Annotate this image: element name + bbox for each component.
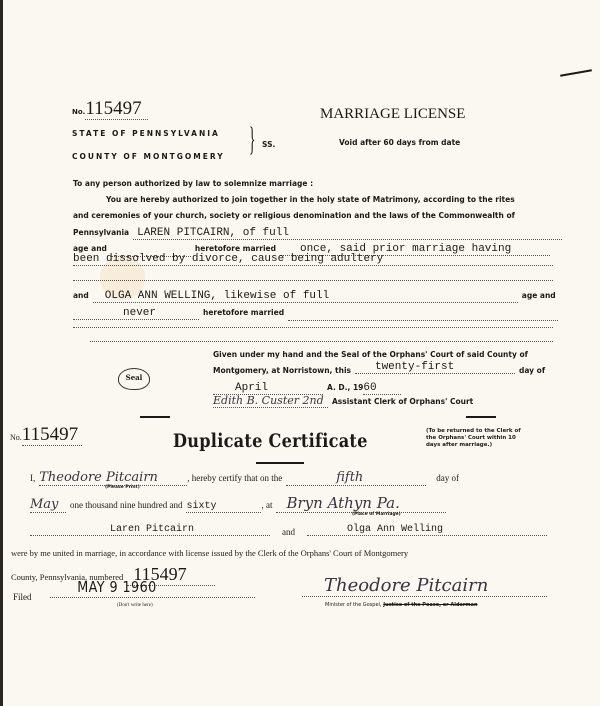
pen-mark bbox=[560, 69, 592, 77]
groom-divorce-entry: been dissolved by divorce, cause being adultery bbox=[73, 253, 553, 266]
license-month-entry: April bbox=[213, 382, 323, 395]
given-line2 bbox=[213, 360, 553, 378]
groom-entry: LAREN PITCAIRN, of full bbox=[133, 227, 562, 240]
ss-label: SS. bbox=[262, 140, 276, 149]
certificate-day-entry: fifth bbox=[286, 470, 426, 486]
groom-married-entry: once, said prior marriage having bbox=[280, 243, 550, 256]
title-underline bbox=[256, 462, 304, 464]
certificate-number: 115497 bbox=[22, 424, 82, 446]
ad-label: A. D., 19 bbox=[327, 383, 364, 392]
filed-field bbox=[50, 578, 255, 598]
given-prefix: Montgomery, at Norristown, this bbox=[213, 366, 351, 375]
certificate-license-number: 115497 bbox=[127, 564, 215, 586]
return-note-line3: days after marriage.) bbox=[426, 442, 493, 448]
filed-stamp: MAY 9 1960 bbox=[77, 578, 157, 596]
certificate-and-label: and bbox=[282, 527, 295, 537]
officiant-line bbox=[30, 468, 570, 486]
minister-label: Minister of the Gospel, bbox=[325, 602, 382, 608]
minister-label-line bbox=[325, 602, 478, 608]
return-note-line1: (To be returned to the Clerk of bbox=[426, 428, 521, 434]
state-label: STATE OF PENNSYLVANIA bbox=[72, 129, 220, 138]
please-print-note: (Please Print) bbox=[105, 485, 140, 490]
seal-icon: Seal bbox=[118, 368, 150, 390]
officiant-entry: Theodore Pitcairn bbox=[39, 470, 187, 486]
certificate-title: Duplicate Certificate bbox=[173, 430, 368, 452]
certify-text: , hereby certify that on the bbox=[187, 473, 283, 483]
date-place-line bbox=[30, 494, 570, 513]
certificate-day-of-label: day of bbox=[436, 473, 459, 483]
return-note-line2: the Orphans' Court within 10 bbox=[426, 435, 516, 441]
brace: } bbox=[248, 121, 256, 158]
year-text: one thousand nine hundred and bbox=[70, 500, 183, 510]
certificate-number-field bbox=[10, 424, 82, 446]
license-number-field bbox=[72, 98, 148, 120]
officiant-signature: Theodore Pitcairn bbox=[302, 575, 547, 597]
heretofore-married-label: heretofore married bbox=[194, 244, 276, 253]
at-label: , at bbox=[261, 500, 273, 510]
license-number: 115497 bbox=[85, 98, 147, 120]
place-of-marriage-note: (Place of Marriage) bbox=[352, 512, 401, 517]
bride-line bbox=[73, 285, 556, 303]
certificate-groom-entry: Laren Pitcairn bbox=[30, 524, 270, 536]
i-label: I, bbox=[30, 473, 36, 483]
filed-label: Filed bbox=[13, 592, 32, 602]
bride-age-and-label: age and bbox=[521, 291, 556, 300]
dont-write-note: (Don't write here) bbox=[117, 603, 153, 608]
license-number-label: No. bbox=[72, 108, 86, 116]
age-and-label: age and bbox=[73, 244, 107, 253]
void-note: Void after 60 days from date bbox=[339, 138, 461, 147]
blank-line-2 bbox=[73, 319, 553, 328]
clerk-line bbox=[213, 391, 473, 409]
certificate-year-entry: sixty bbox=[186, 501, 261, 513]
day-of-label: day of bbox=[518, 366, 546, 375]
license-day-entry: twenty-first bbox=[355, 361, 515, 374]
county-label: COUNTY OF MONTGOMERY bbox=[72, 152, 225, 161]
and-label: and bbox=[73, 291, 89, 300]
salutation: To any person authorized by law to solemnize marriage : bbox=[73, 179, 314, 188]
divider-dash-left bbox=[140, 416, 170, 418]
bride-entry: OLGA ANN WELLING, likewise of full bbox=[93, 290, 518, 303]
scan-edge bbox=[0, 0, 3, 706]
struck-titles: Justice of the Peace, or Alderman bbox=[383, 602, 478, 608]
given-line1: Given under my hand and the Seal of the Orphans' Court of said County of bbox=[213, 350, 528, 359]
blank-line bbox=[73, 272, 553, 281]
county-text: County, Pennsylvania, numbered bbox=[11, 572, 124, 582]
divider-dash-right bbox=[466, 416, 496, 418]
certificate-bride-entry: Olga Ann Welling bbox=[307, 524, 547, 536]
bride-heretofore-label: heretofore married bbox=[203, 308, 285, 317]
bride-married-entry: never bbox=[73, 307, 199, 320]
couple-line bbox=[30, 518, 570, 536]
pennsylvania-label: Pennsylvania bbox=[73, 228, 130, 237]
certificate-month-entry: May bbox=[30, 497, 66, 513]
certificate-number-label: No. bbox=[10, 433, 22, 442]
return-note bbox=[426, 428, 521, 449]
blank-line-3 bbox=[90, 337, 553, 342]
clerk-signature: Edith B. Custer 2nd bbox=[213, 394, 328, 408]
license-year-entry: 60 bbox=[363, 382, 401, 395]
license-title: MARRIAGE LICENSE bbox=[320, 106, 466, 122]
united-text: were by me united in marriage, in accordance with license issued by the Clerk of the Orphans' Court of Montgomery bbox=[11, 548, 409, 558]
license-body-line2: and ceremonies of your church, society or religious denomination and the laws of the Commonwealth of bbox=[73, 211, 515, 220]
clerk-title: Assistant Clerk of Orphans' Court bbox=[332, 397, 474, 406]
license-body-line1: You are hereby authorized to join together in the holy state of Matrimony, according to the rites bbox=[106, 195, 515, 204]
place-entry: Bryn Athyn Pa. bbox=[276, 494, 446, 513]
